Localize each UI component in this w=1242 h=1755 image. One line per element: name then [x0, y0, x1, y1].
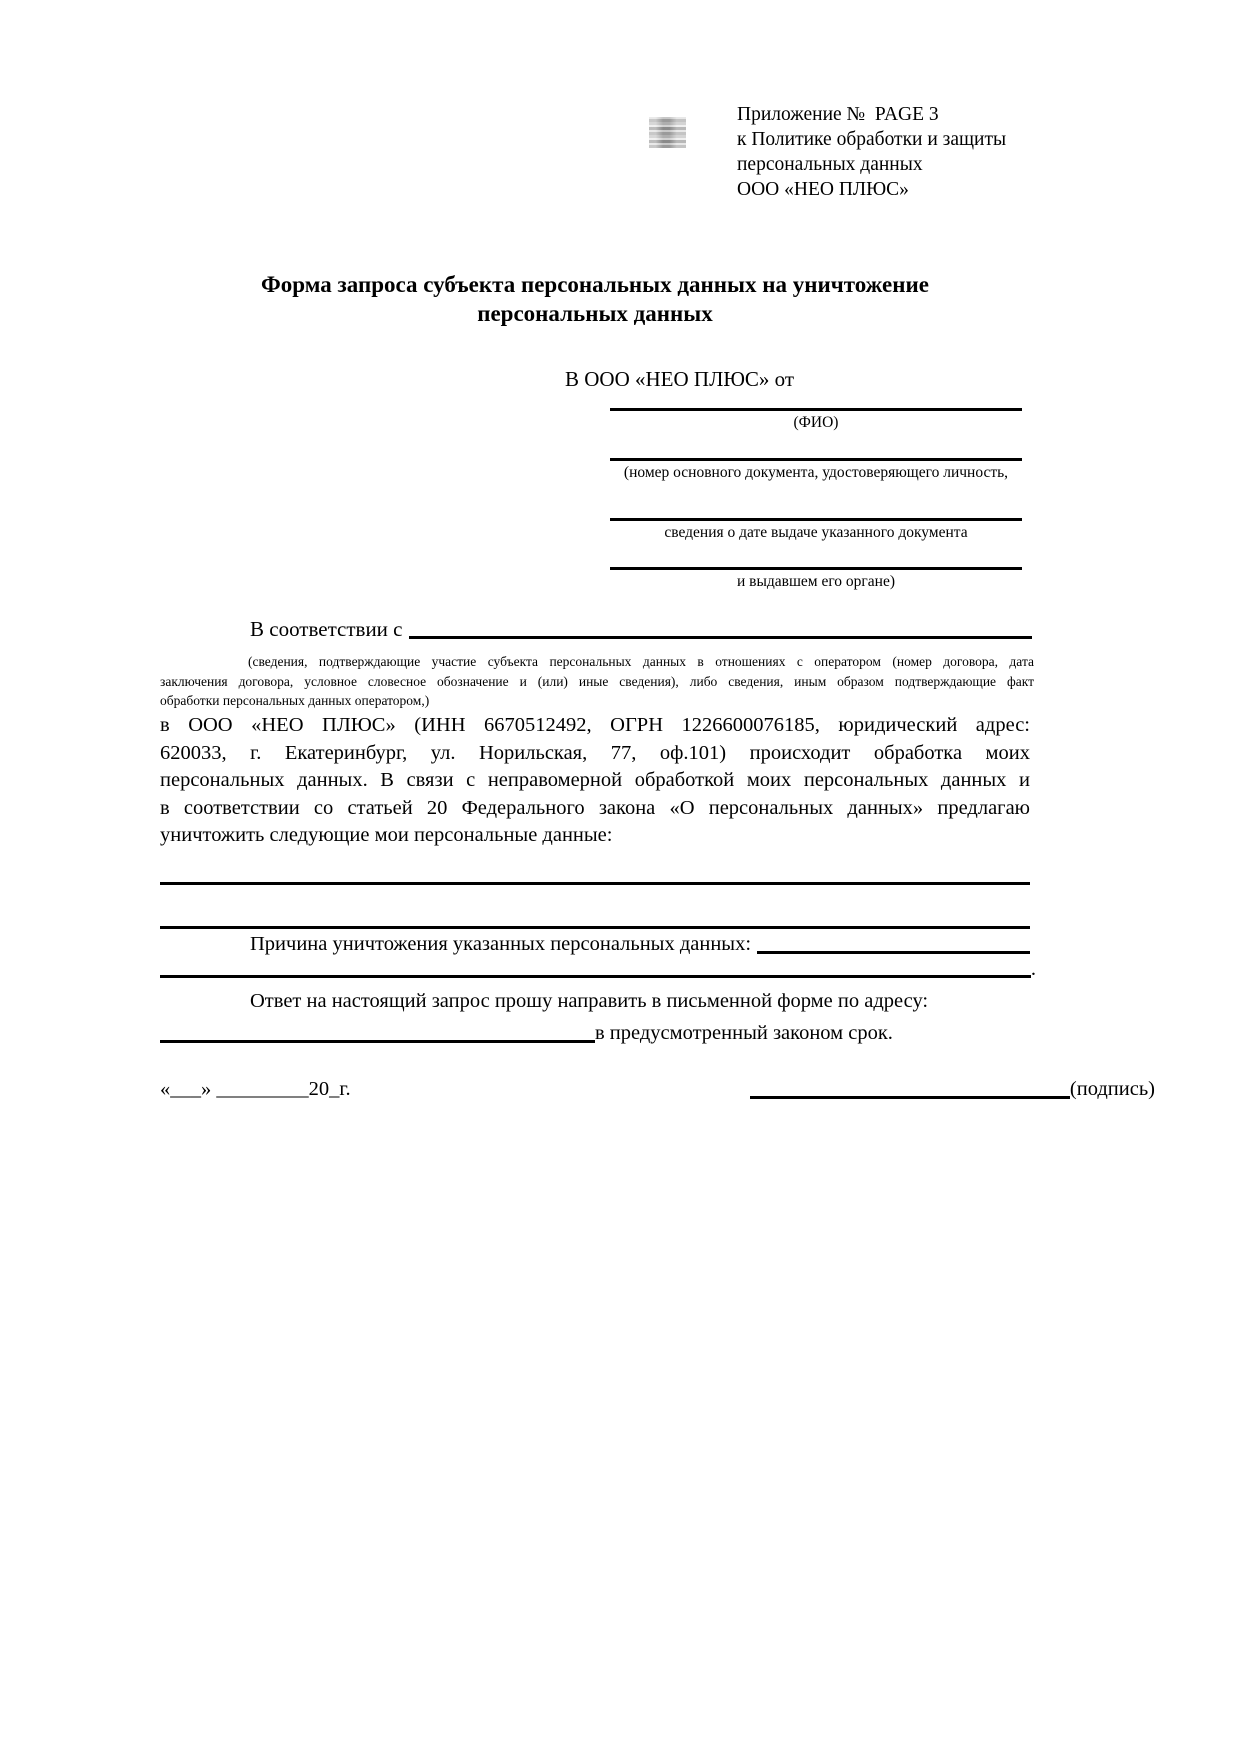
period-character: .	[1030, 958, 1036, 980]
appendix-header	[737, 102, 1067, 202]
accordance-note	[160, 652, 1034, 711]
body-paragraph-line: в ООО «НЕО ПЛЮС» (ИНН 6670512492, ОГРН 1226600076185, юридический адрес:	[160, 714, 1030, 736]
gray-artifact-block	[649, 117, 686, 148]
signature-caption: (подпись)	[1069, 1078, 1155, 1100]
appendix-header-line: персональных данных	[737, 154, 923, 175]
reason-continuation-line	[160, 975, 1031, 978]
issue-date-write-in-line: сведения о дате выдаче указанного документа	[610, 518, 1022, 567]
appendix-header-line: Приложение № PAGE 3	[737, 104, 939, 125]
body-paragraph-line: 620033, г. Екатеринбург, ул. Норильская, 77, оф.101) происходит обработка моих	[160, 741, 1030, 764]
reason-write-in-line	[757, 931, 1030, 954]
identity-fields	[610, 408, 1022, 592]
accordance-prefix: В соответствии с	[250, 617, 403, 641]
reason-continuation-row	[160, 957, 1036, 982]
data-write-in-line-1	[160, 882, 1030, 885]
address-write-in-line	[160, 1020, 595, 1043]
signature-write-in-line	[750, 1076, 1070, 1099]
date-signature-row	[160, 1076, 1155, 1103]
addressee-line: В ООО «НЕО ПЛЮС» от	[565, 367, 795, 391]
reason-label: Причина уничтожения указанных персональных данных:	[250, 933, 752, 955]
accordance-write-in-line	[409, 616, 1033, 639]
signature-group	[750, 1076, 1155, 1103]
document-number-write-in-line: (номер основного документа, удостоверяющего личность,	[610, 458, 1022, 518]
accordance-note-line: (сведения, подтверждающие участие субъекта персональных данных в отношениях с оператором (номер договора, дата	[248, 654, 1034, 669]
body-paragraph-line: в соответствии со статьей 20 Федерального закона «О персональных данных» предлагаю	[160, 796, 1030, 819]
fio-write-in-line: (ФИО)	[610, 408, 1022, 458]
accordance-note-line: обработки персональных данных оператором,)	[160, 693, 430, 708]
date-write-in: «___» _________20_г.	[160, 1078, 351, 1100]
body-paragraph-line: персональных данных. В связи с неправомерной обработкой моих персональных данных и	[160, 769, 1030, 792]
response-request-line: Ответ на настоящий запрос прошу направить в письменной форме по адресу:	[250, 990, 929, 1012]
response-address-row	[160, 1020, 1030, 1047]
response-term-text: в предусмотренный законом срок.	[595, 1022, 893, 1044]
appendix-header-line: к Политике обработки и защиты	[737, 129, 1007, 150]
issuing-authority-write-in-line: и выдавшем его органе)	[610, 567, 1022, 592]
accordance-row	[160, 616, 1032, 643]
appendix-header-line: ООО «НЕО ПЛЮС»	[737, 179, 909, 200]
body-paragraph-line: уничтожить следующие мои персональные данные:	[160, 824, 613, 847]
data-write-in-line-2	[160, 926, 1030, 929]
document-title-line2: персональных данных	[477, 301, 713, 326]
document-title-line1: Форма запроса субъекта персональных данных на уничтожение	[261, 272, 929, 297]
reason-row	[160, 931, 1030, 958]
accordance-note-line: заключения договора, условное словесное обозначение и (или) иные сведения), либо сведения, иным образом подтверждающие факт	[160, 673, 1034, 689]
body-paragraph	[160, 712, 1030, 850]
document-title	[160, 270, 1030, 328]
